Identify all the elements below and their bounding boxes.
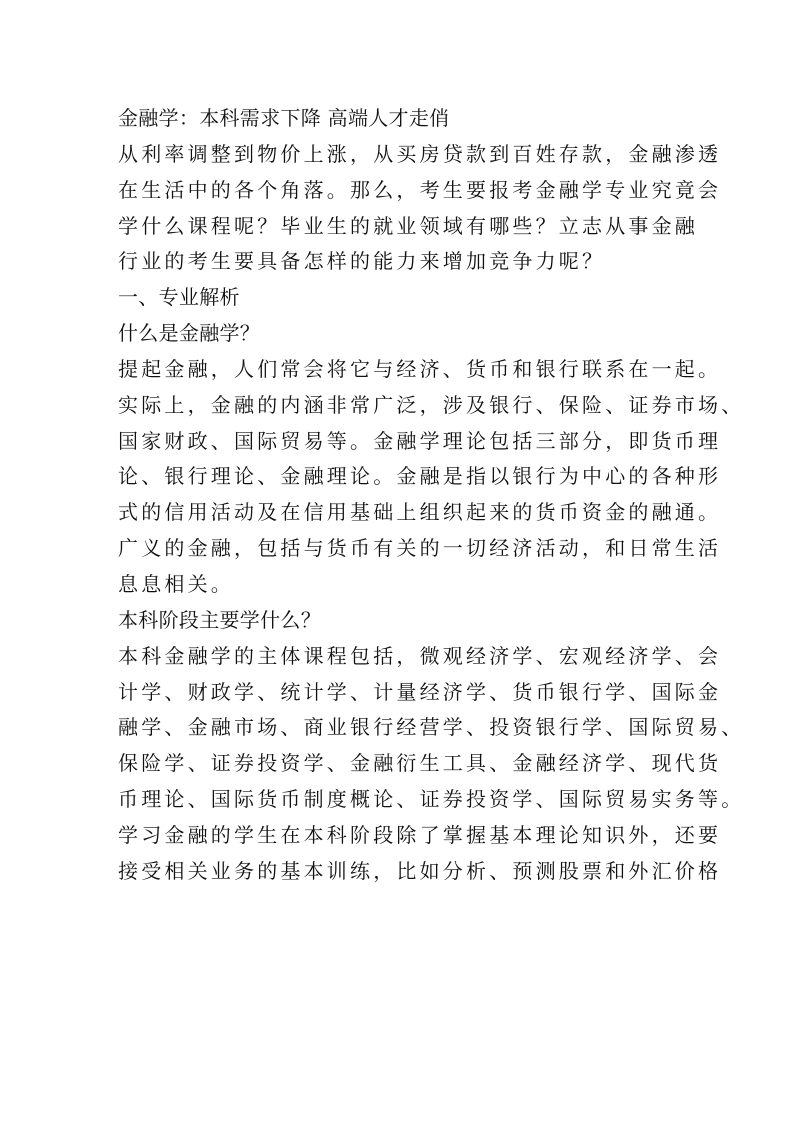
text-line: 学什么课程呢？毕业生的就业领域有哪些？立志从事金融 xyxy=(118,213,698,238)
text-line: 广义的金融，包括与货币有关的一切经济活动，和日常生活 xyxy=(118,536,722,561)
text-line: 国家财政、国际贸易等。金融学理论包括三部分，即货币理 xyxy=(118,428,722,453)
text-line: 币理论、国际货币制度概论、证券投资学、国际贸易实务等。 xyxy=(118,787,745,812)
text-line: 提起金融，人们常会将它与经济、货币和银行联系在一起。 xyxy=(118,356,722,381)
text-line: 保险学、证券投资学、金融衍生工具、金融经济学、现代货 xyxy=(118,751,722,776)
text-line: 什么是金融学？ xyxy=(118,321,261,346)
text-line: 融学、金融市场、商业银行经营学、投资银行学、国际贸易、 xyxy=(118,715,745,740)
paragraph-lines xyxy=(118,137,745,890)
text-line: 在生活中的各个角落。那么，考生要报考金融学专业究竟会 xyxy=(118,177,722,202)
text-line: 本科金融学的主体课程包括，微观经济学、宏观经济学、会 xyxy=(118,643,722,668)
text-line: 行业的考生要具备怎样的能力来增加竞争力呢？ xyxy=(118,249,606,274)
text-line: 实际上，金融的内涵非常广泛，涉及银行、保险、证券市场、 xyxy=(118,392,745,417)
document-body xyxy=(118,101,745,890)
text-line: 计学、财政学、统计学、计量经济学、货币银行学、国际金 xyxy=(118,679,722,704)
text-line: 论、银行理论、金融理论。金融是指以银行为中心的各种形 xyxy=(118,464,722,489)
text-line: 从利率调整到物价上涨，从买房贷款到百姓存款，金融渗透 xyxy=(118,141,722,166)
text-line: 式的信用活动及在信用基础上组织起来的货币资金的融通。 xyxy=(118,500,722,525)
text-line: 一、专业解析 xyxy=(118,285,240,310)
text-line: 本科阶段主要学什么？ xyxy=(118,607,321,632)
document-title: 金融学：本科需求下降 高端人才走俏 xyxy=(118,106,450,130)
text-line: 学习金融的学生在本科阶段除了掌握基本理论知识外，还要 xyxy=(118,822,722,847)
text-line: 接受相关业务的基本训练，比如分析、预测股票和外汇价格 xyxy=(118,858,722,883)
text-line: 息息相关。 xyxy=(118,571,234,596)
